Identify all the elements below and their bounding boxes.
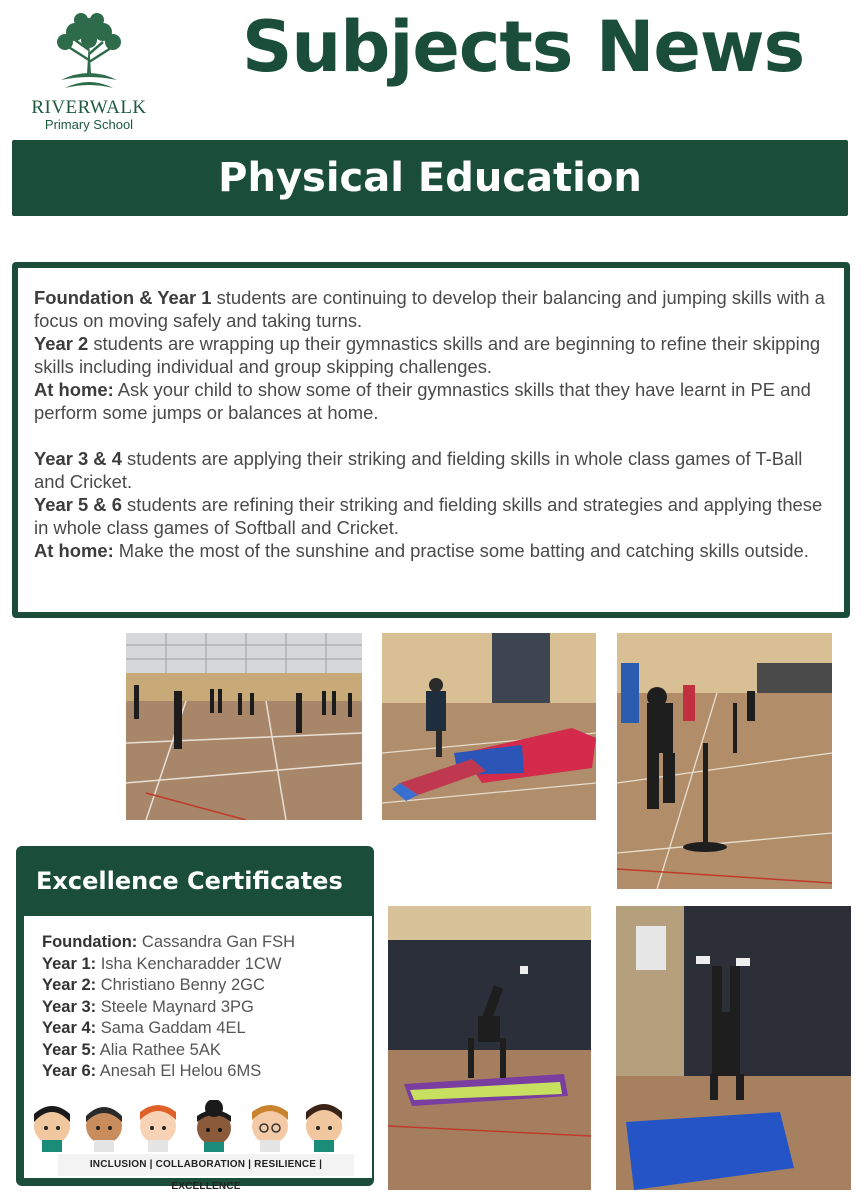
certificate-name: Anesah El Helou 6MS — [96, 1062, 262, 1080]
photo-gym-hall — [126, 633, 362, 820]
certificate-level: Year 1: — [42, 954, 97, 973]
certificate-name: Cassandra Gan FSH — [137, 933, 296, 951]
school-name: RIVERWALK — [31, 97, 147, 118]
page-title: Subjects News — [242, 6, 805, 88]
certificate-level: Year 5: — [42, 1040, 97, 1059]
certificate-row — [42, 997, 295, 1019]
info-heading: Year 5 & 6 — [34, 494, 122, 515]
info-heading: Year 2 — [34, 333, 89, 354]
certificate-name: Christiano Benny 2GC — [96, 976, 265, 994]
photo-cartwheel — [388, 906, 591, 1190]
certificate-row — [42, 932, 295, 954]
info-heading: Foundation & Year 1 — [34, 287, 212, 308]
pe-info-box — [12, 262, 850, 618]
certificate-row — [42, 1018, 295, 1040]
info-text: Ask your child to show some of their gymnastics skills that they have learnt in PE and perform some jumps or balances at home. — [34, 379, 811, 423]
school-values-motto: INCLUSION | COLLABORATION | RESILIENCE | EXCELLENCE — [58, 1154, 354, 1176]
certificate-row — [42, 1040, 295, 1062]
cartoon-kids-illustration — [28, 1100, 372, 1152]
info-heading: At home: — [34, 379, 114, 400]
info-text: students are wrapping up their gymnastics skills and are beginning to refine their skipping skills including individual and group skipping challenges. — [34, 333, 821, 377]
school-logo — [24, 10, 154, 138]
info-text: students are continuing to develop their balancing and jumping skills with a focus on moving safely and taking turns. — [34, 287, 825, 331]
certificates-title: Excellence Certificates — [36, 867, 343, 895]
certificate-name: Isha Kencharadder 1CW — [96, 954, 282, 973]
info-heading: Year 3 & 4 — [34, 448, 122, 469]
info-text: students are refining their striking and fielding skills and strategies and applying these in whole class games of Softball and Cricket. — [34, 494, 823, 538]
photo-gymnastics-mats — [382, 633, 596, 820]
info-paragraph — [34, 286, 830, 332]
certificate-level: Year 6: — [42, 1062, 97, 1080]
photo-tball — [617, 633, 832, 889]
info-paragraph — [34, 378, 830, 424]
certificate-level: Year 4: — [42, 1019, 97, 1037]
info-paragraph — [34, 447, 830, 493]
certificate-name: Alia Rathee 5AK — [96, 1040, 221, 1059]
certificate-level: Year 3: — [42, 997, 97, 1016]
info-paragraph — [34, 539, 830, 562]
certificate-level: Foundation: — [42, 933, 138, 951]
certificates-box — [16, 846, 374, 1192]
kid-face-icon — [34, 1106, 70, 1152]
info-paragraph — [34, 493, 830, 539]
info-heading: At home: — [34, 540, 114, 561]
info-text: Make the most of the sunshine and practise some batting and catching skills outside. — [113, 540, 809, 561]
certificates-panel — [24, 916, 372, 1192]
certificate-row — [42, 954, 295, 976]
info-paragraph — [34, 332, 830, 378]
info-text: students are applying their striking and fielding skills in whole class games of T-Ball and Cricket. — [34, 448, 803, 492]
section-banner: Physical Education — [12, 140, 848, 216]
certificate-row — [42, 975, 295, 997]
school-subtitle: Primary School — [44, 117, 134, 132]
certificates-list — [42, 932, 295, 1083]
photo-handstand — [616, 906, 851, 1190]
certificate-level: Year 2: — [42, 976, 97, 994]
certificate-row — [42, 1061, 295, 1083]
certificate-name: Steele Maynard 3PG — [96, 997, 254, 1016]
certificate-name: Sama Gaddam 4EL — [96, 1019, 246, 1037]
tree-icon — [47, 10, 131, 96]
